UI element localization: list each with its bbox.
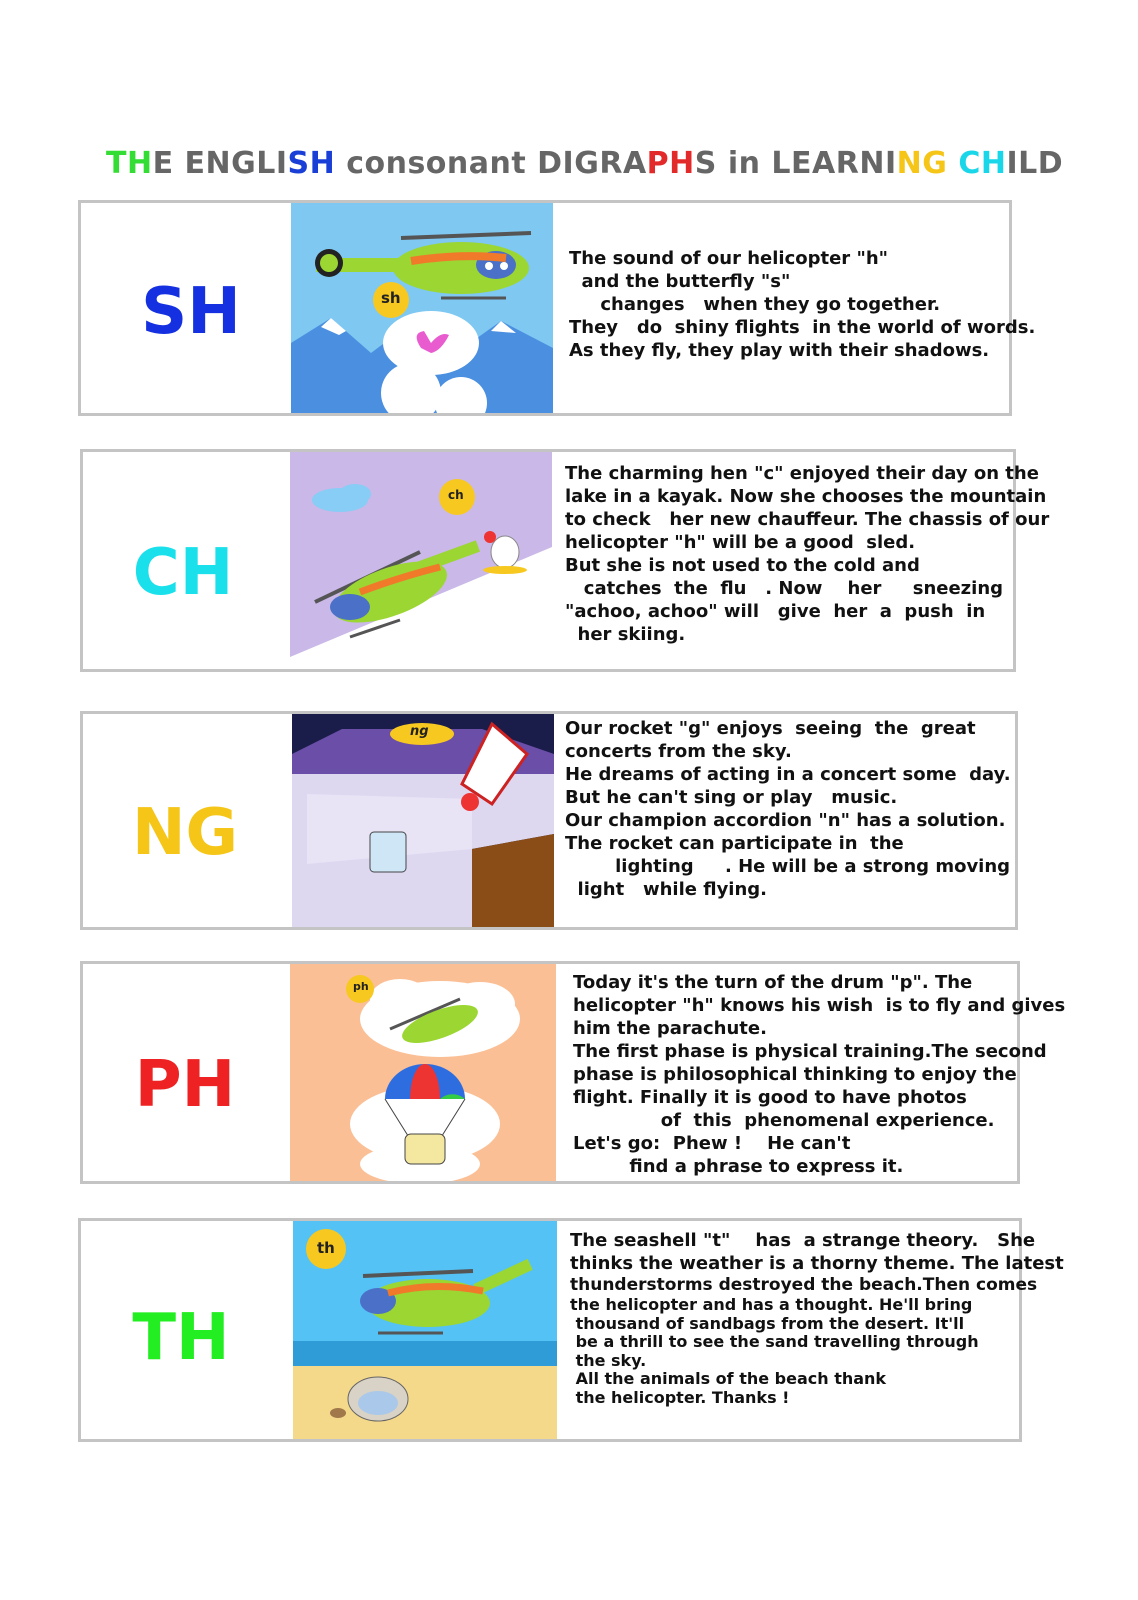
- text-line: phase is philosophical thinking to enjoy the: [573, 1064, 1017, 1085]
- illustration-rocket-accordion: [292, 714, 554, 927]
- text-line: the sky.: [570, 1350, 647, 1370]
- text-line: Let's go: Phew ! He can't: [573, 1133, 851, 1154]
- text-line: As they fly, they play with their shadows.: [569, 340, 990, 361]
- text-line: the helicopter and has a thought. He'll bring: [570, 1295, 973, 1314]
- title-seg: DIGRA: [537, 146, 647, 181]
- text-line: the helicopter. Thanks !: [570, 1387, 790, 1407]
- text-line: concerts from the sky.: [565, 741, 792, 762]
- digraph-label: SH: [141, 275, 241, 349]
- title-seg: TH: [106, 146, 153, 181]
- digraph-card-th: [78, 1218, 1064, 1442]
- text-line: light while flying.: [565, 879, 768, 900]
- card-text: [565, 462, 1049, 646]
- digraph-card-ng: [80, 711, 1018, 930]
- illustration-hen-helicopter: [290, 452, 552, 669]
- text-line: helicopter "h" knows his wish is to fly and gives: [573, 995, 1066, 1016]
- text-line: flight. Finally it is good to have photos: [573, 1087, 967, 1108]
- text-line: lake in a kayak. Now she chooses the mountain: [565, 486, 1047, 507]
- title-seg: ILD: [1006, 146, 1064, 181]
- text-line: The charming hen "c" enjoyed their day on the: [565, 463, 1039, 484]
- badge-ph: ph: [353, 980, 369, 993]
- text-line: and the butterfly "s": [569, 271, 791, 292]
- text-line: her skiing.: [565, 624, 686, 645]
- title-seg: consonant: [335, 146, 538, 181]
- title-seg: LEARNI: [771, 146, 897, 181]
- card-text: [569, 247, 1035, 362]
- card-text: [565, 717, 1011, 901]
- digraph-card-ch: [80, 449, 1050, 672]
- text-line: The sound of our helicopter "h": [569, 248, 889, 269]
- text-line: They do shiny flights in the world of words.: [569, 317, 1036, 338]
- digraph-label: PH: [134, 1048, 236, 1122]
- digraph-label: NG: [131, 796, 239, 870]
- text-line: changes when they go together.: [569, 294, 941, 315]
- text-line: thinks the weather is a thorny theme. The latest: [570, 1253, 1064, 1274]
- badge-ch: ch: [448, 488, 464, 502]
- text-line: to check her new chauffeur. The chassis of our: [565, 509, 1050, 530]
- text-line: All the animals of the beach thank: [570, 1369, 887, 1389]
- illustration-drum-parachute: [290, 964, 556, 1181]
- title-seg: SH: [287, 146, 336, 181]
- digraph-label: CH: [132, 536, 234, 610]
- title-seg: NG: [896, 146, 948, 181]
- text-line: Our rocket "g" enjoys seeing the great: [565, 718, 976, 739]
- text-line: find a phrase to express it.: [573, 1156, 904, 1177]
- text-line: thousand of sandbags from the desert. It'll: [570, 1313, 965, 1333]
- text-line: The rocket can participate in the: [565, 833, 904, 854]
- page-title: [106, 146, 1063, 181]
- title-seg: PH: [646, 146, 695, 181]
- text-line: But he can't sing or play music.: [565, 787, 898, 808]
- title-seg: S: [694, 146, 717, 181]
- text-line: Our champion accordion "n" has a solution.: [565, 810, 1006, 831]
- badge-ng: ng: [410, 724, 429, 739]
- text-line: thunderstorms destroyed the beach.Then comes: [570, 1275, 1038, 1295]
- illustration-helicopter-butterfly: [291, 203, 553, 413]
- text-line: "achoo, achoo" will give her a push in: [565, 601, 986, 622]
- title-seg: CH: [958, 146, 1007, 181]
- text-line: The seashell "t" has a strange theory. She: [570, 1230, 1036, 1251]
- text-line: him the parachute.: [573, 1018, 767, 1039]
- badge-th: th: [317, 1239, 335, 1257]
- badge-sh: sh: [381, 289, 401, 307]
- digraph-card-ph: [80, 961, 1066, 1184]
- card-text: [573, 971, 1065, 1178]
- card-text: [570, 1229, 1064, 1408]
- title-seg: in: [716, 146, 772, 181]
- text-line: The first phase is physical training.The second: [573, 1041, 1047, 1062]
- text-line: Today it's the turn of the drum "p". The: [573, 972, 973, 993]
- text-line: helicopter "h" will be a good sled.: [565, 532, 916, 553]
- text-line: catches the flu . Now her sneezing: [565, 578, 1004, 599]
- digraph-label: TH: [132, 1301, 230, 1375]
- text-line: of this phenomenal experience.: [573, 1110, 995, 1131]
- digraph-card-sh: [78, 200, 1036, 416]
- text-line: be a thrill to see the sand travelling through: [570, 1332, 979, 1352]
- text-line: But she is not used to the cold and: [565, 555, 920, 576]
- title-seg: [947, 146, 958, 181]
- text-line: lighting . He will be a strong moving: [565, 856, 1011, 877]
- text-line: He dreams of acting in a concert some day.: [565, 764, 1011, 785]
- title-seg: E ENGLI: [152, 146, 288, 181]
- illustration-seashell-beach: [293, 1221, 557, 1439]
